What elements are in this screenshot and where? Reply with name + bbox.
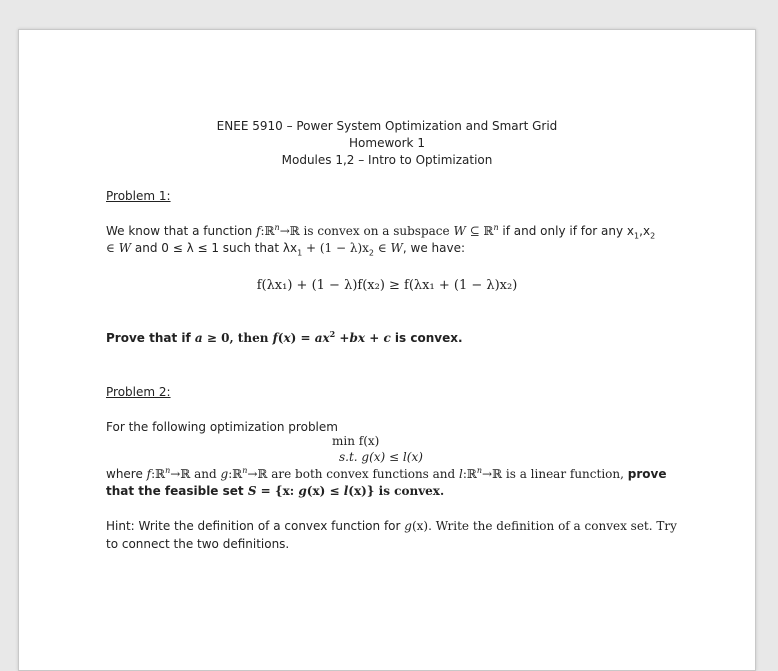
math-subset: ⊆ ℝ	[465, 224, 494, 238]
math-sup: n	[165, 466, 171, 475]
math-g: g	[404, 519, 412, 533]
problem2-feasible-line	[106, 483, 444, 500]
math-in: ∈	[106, 241, 119, 255]
math-sup: n	[242, 466, 248, 475]
math-W: W	[390, 241, 403, 255]
problem2-where-line	[106, 466, 666, 483]
text-segment: (	[277, 331, 284, 345]
text-segment: Prove that if	[106, 331, 195, 345]
text-segment: ≥ 0, then	[202, 331, 273, 345]
math-sub: 1	[297, 248, 303, 258]
math-W: W	[118, 241, 132, 255]
text-segment: = {x:	[256, 484, 299, 498]
math-c: c	[383, 331, 391, 345]
text-segment: + (1 − λ)x	[302, 241, 369, 255]
text-segment: ,x	[639, 224, 651, 238]
text-segment: →ℝ is a linear function,	[482, 467, 628, 481]
text-segment: is convex.	[390, 331, 463, 345]
hint-line2: to connect the two definitions.	[106, 537, 290, 551]
math-sub: 1	[634, 231, 640, 241]
modules-subtitle: Modules 1,2 – Intro to Optimization	[281, 153, 493, 167]
text-segment: (x)} is convex.	[348, 484, 445, 498]
hint-line1	[106, 518, 677, 535]
math-map: :ℝ	[260, 224, 275, 238]
text-segment: →ℝ is convex on a subspace	[279, 224, 454, 238]
text-segment: where	[106, 467, 147, 481]
text-segment: →ℝ are both convex functions and	[247, 467, 460, 481]
text-segment: and 0 ≤ λ ≤ 1 such that λx	[131, 241, 298, 255]
math-in: ∈	[374, 241, 391, 255]
math-g: g	[220, 467, 229, 481]
constraint-line: s.t. g(x) ≤ l(x)	[339, 450, 423, 464]
math-f: f	[256, 224, 261, 238]
math-sup: 2	[329, 329, 336, 339]
text-segment: Hint: Write the definition of a convex function for	[106, 519, 405, 533]
text-segment: , we have:	[402, 241, 466, 255]
text-segment: if and only if for any x	[498, 224, 635, 238]
course-title: ENEE 5910 – Power System Optimization and Smart Grid	[216, 119, 558, 133]
text-segment: +	[335, 331, 350, 345]
text-segment: +	[365, 331, 384, 345]
text-segment: We know that a function	[106, 224, 257, 238]
math-S: S	[247, 484, 257, 498]
problem1-intro-line2	[106, 240, 465, 257]
math-ax: ax	[314, 331, 330, 345]
math-sup: n	[274, 223, 280, 232]
text-segment: ) =	[290, 331, 315, 345]
text-segment: (x) ≤	[306, 484, 344, 498]
convexity-inequality: f(λx₁) + (1 − λ)f(x₂) ≥ f(λx₁ + (1 − λ)x₂)	[256, 278, 518, 293]
math-x: x	[283, 331, 291, 345]
math-sub: 2	[368, 248, 375, 258]
text-segment: →ℝ and	[170, 467, 221, 481]
math-map: :ℝ	[151, 467, 166, 481]
homework-title: Homework 1	[349, 136, 425, 150]
math-f: f	[146, 467, 152, 481]
math-l: l	[459, 467, 463, 481]
math-sup: n	[493, 223, 499, 232]
math-sup: n	[476, 466, 483, 475]
math-l: l	[343, 484, 349, 498]
problem2-intro: For the following optimization problem	[106, 420, 338, 434]
math-a: a	[194, 331, 203, 345]
text-segment: prove	[627, 467, 667, 481]
math-map: :ℝ	[462, 467, 477, 481]
math-sub: 2	[650, 231, 656, 241]
math-f: f	[272, 331, 278, 345]
text-segment: (x). Write the definition of a convex set. Try	[411, 519, 677, 533]
math-W: W	[453, 224, 466, 238]
document-page	[18, 29, 756, 671]
objective-line: min f(x)	[332, 434, 380, 448]
math-map: :ℝ	[228, 467, 243, 481]
problem1-prove-statement	[106, 330, 463, 347]
text-segment: that the feasible set	[106, 484, 248, 498]
problem1-heading: Problem 1:	[106, 189, 171, 203]
problem2-heading: Problem 2:	[106, 385, 171, 399]
problem1-intro-line1	[106, 223, 655, 240]
math-bx: bx	[349, 331, 366, 345]
math-g: g	[298, 484, 307, 498]
